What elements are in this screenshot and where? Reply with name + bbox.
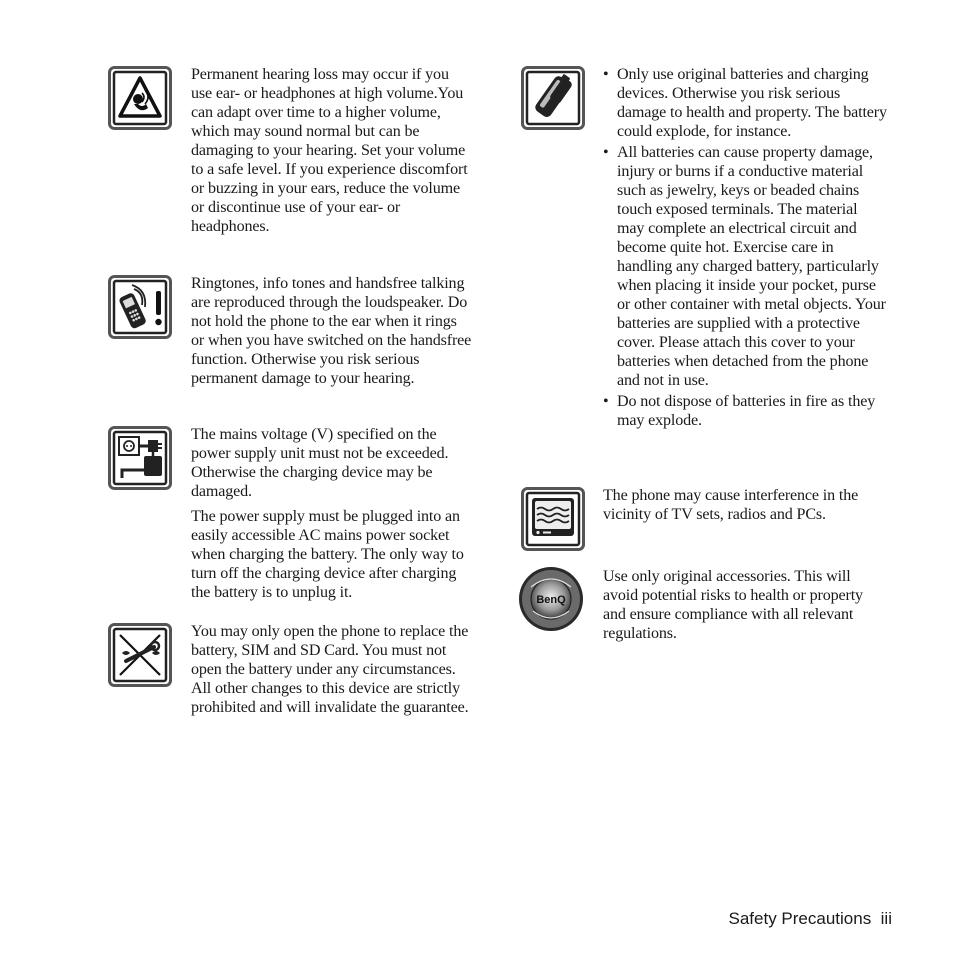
hearing-loss-text: Permanent hearing loss may occur if you use ear- or headphones at high volume.You can adapt over time to a higher volume, which may sound normal but can be damaging to your hearing. Set your volume to a safe level. If you experience discomfort or buzzing in your ears, reduce the volume or discontinue use of your ear- or headphones. (191, 66, 468, 235)
mains-voltage-text: The mains voltage (V) specified on the power supply unit must not be exceeded. Otherwise the charging device may be damaged. (191, 426, 449, 500)
open-phone-text: You may only open the phone to replace the battery, SIM and SD Card. You must not open the battery under any circumstances. All other changes to this device are strictly prohibited and will invalidate the guarantee. (191, 623, 469, 716)
accessories-text: Use only original accessories. This will avoid potential risks to health or property and ensure compliance with all relevant regulations. (603, 568, 863, 642)
page-footer (729, 909, 893, 929)
benq-seal-icon (517, 565, 585, 633)
tv-interference-icon (521, 487, 585, 551)
power-supply-text: The power supply must be plugged into an easily accessible AC mains power socket when charging the battery. The only way to turn off the charging device after charging the battery is to unplug it. (191, 508, 464, 601)
battery-icon (521, 66, 585, 130)
no-tools-icon (108, 623, 172, 687)
loudspeaker-warning-icon (108, 275, 172, 339)
footer-page-number: iii (880, 909, 892, 928)
battery-bullet-original: • Only use original batteries and charging devices. Otherwise you risk serious damage to health and property. The battery could explode, for instance. (603, 65, 887, 141)
battery-bullet-damage: • All batteries can cause property damage, injury or burns if a conductive material such as jewelry, keys or beaded chains touch exposed terminals. The material may complete an electrical circuit and become quite hot. Exercise care in handling any charged battery, particularly when placing it inside your pocket, purse or other container with metal objects. Your batteries are supplied with a protective cover. Please attach this cover to your batteries when detached from the phone and not in use. (603, 143, 887, 390)
battery-precautions-list (603, 65, 887, 432)
ringtones-text: Ringtones, info tones and handsfree talking are reproduced through the loudspeaker. Do not hold the phone to the ear when it rings or when you have switched on the handsfree function. Otherwise you risk serious permanent damage to your hearing. (191, 275, 472, 387)
interference-text: The phone may cause interference in the vicinity of TV sets, radios and PCs. (603, 487, 859, 523)
battery-bullet-fire: • Do not dispose of batteries in fire as they may explode. (603, 392, 887, 430)
svg-text:BenQ: BenQ (536, 594, 566, 606)
hearing-loss-warning-icon (108, 66, 172, 130)
power-supply-icon (108, 426, 172, 490)
footer-section-title: Safety Precautions (728, 909, 872, 928)
